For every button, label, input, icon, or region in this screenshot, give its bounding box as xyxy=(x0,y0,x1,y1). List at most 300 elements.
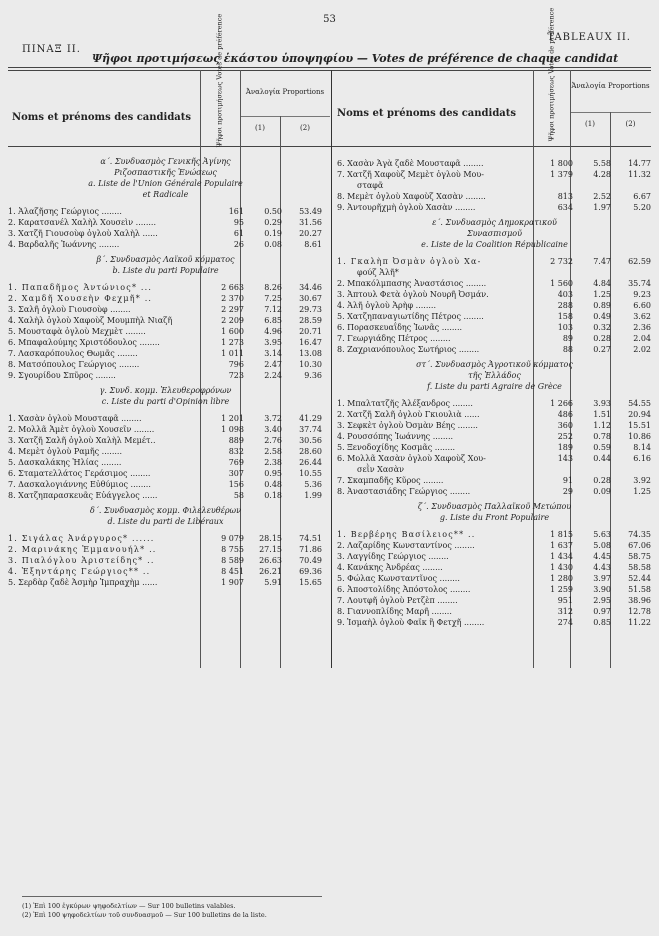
proportion-1: 4.84 xyxy=(593,279,611,288)
candidate-name: 3. Χατζῆ Σαλῆ ὀγλοὺ Χαλὴλ Μεμέτ.. xyxy=(8,436,156,445)
proportion-2: 29.73 xyxy=(299,305,322,314)
names-header-left: Noms et prénoms des candidats xyxy=(12,112,192,123)
proportion-1: 6.85 xyxy=(264,316,282,325)
proportion-2: 12.78 xyxy=(628,607,651,616)
proportion-2: 9.36 xyxy=(304,371,322,380)
proportion-1: 0.97 xyxy=(593,607,611,616)
candidate-row xyxy=(8,326,323,337)
proportions-header-right: Ἀναλογία Proportions xyxy=(571,82,650,90)
proportion-1: 5.58 xyxy=(593,159,611,168)
proportion-2: 13.08 xyxy=(299,349,322,358)
candidate-name: 2. Μαρινάκης Ἐμμανουήλ* .. xyxy=(8,545,157,554)
candidate-name: 6. Χασὰν Ἀγὰ ζαδὲ Μουσταφᾶ ........ xyxy=(337,159,484,168)
candidate-name: 2. Χαμδῆ Χουσεὴν Φεχμῆ* .. xyxy=(8,294,153,303)
preference-votes: 951 xyxy=(557,596,573,605)
section-heading: στ΄. Συνδυασμὸς Ἀγροτικοῦ κόμματος xyxy=(416,360,573,369)
proportion-2: 35.74 xyxy=(628,279,651,288)
preference-votes: 403 xyxy=(557,290,573,299)
proportion-2: 26.44 xyxy=(299,458,322,467)
proportion-1: 0.29 xyxy=(264,218,282,227)
p2-header-right: (2) xyxy=(625,120,636,128)
proportion-1: 2.52 xyxy=(593,192,611,201)
center-divider xyxy=(331,70,332,668)
candidate-name: 2. Μολλᾶ Ἀμὲτ ὀγλοὺ Χουσεῖν ........ xyxy=(8,425,155,434)
footnote-rule xyxy=(22,896,322,897)
candidate-row xyxy=(8,435,323,446)
preference-votes: 58 xyxy=(233,491,244,500)
candidate-name: 7. Δασκαλογιάννης Εὐθύμιος ........ xyxy=(8,480,151,489)
candidate-row xyxy=(8,457,323,468)
candidate-name: 1. Γκαλὴπ Ὀσμὰν ὀγλοὺ Χα- xyxy=(337,257,482,266)
candidate-row xyxy=(337,191,652,202)
section-heading: Ριζοσπαστικῆς Ἑνώσεως xyxy=(114,168,217,177)
proportion-2: 31.56 xyxy=(299,218,322,227)
proportion-1: 0.27 xyxy=(593,345,611,354)
candidate-name: 9. Σγουρίδου Σπῦρος ........ xyxy=(8,371,116,380)
candidate-row xyxy=(8,446,323,457)
candidate-name: 1. Χασὰν ὀγλοὺ Μουσταφᾶ ........ xyxy=(8,414,142,423)
preference-votes: 156 xyxy=(228,480,244,489)
candidate-name: 3. Πιαλόγλου Ἀριστείδης* .. xyxy=(8,556,155,565)
proportion-1: 4.43 xyxy=(593,563,611,572)
proportion-2: 2.36 xyxy=(633,323,651,332)
candidate-name: 3. Ἀπτουλ Φετὰ ὀγλοὺ Νουρῆ Ὀσμάν. xyxy=(337,290,489,299)
candidate-name: 5. Μουσταφὰ ὀγλοὺ Μεχμὲτ ........ xyxy=(8,327,146,336)
candidate-row xyxy=(337,595,652,606)
proportion-1: 7.25 xyxy=(264,294,282,303)
section-heading: γ. Συνδ. κομμ. Ἐλευθεροφρόνων xyxy=(99,386,232,395)
footnote-2: (2) Ἐπὶ 100 ψηφοδελτίων τοῦ συνδυασμοῦ — Sur 100 bulletins de la liste. xyxy=(22,911,267,919)
proportion-1: 3.14 xyxy=(264,349,282,358)
proportion-2: 38.96 xyxy=(628,596,651,605)
preference-votes: 1 907 xyxy=(221,578,244,587)
candidate-row xyxy=(8,424,323,435)
proportion-1: 2.76 xyxy=(264,436,282,445)
candidate-name: 8. Μεμὲτ ὀγλοὺ Χαφοὺζ Χασὰν ........ xyxy=(337,192,486,201)
preference-votes: 1 201 xyxy=(221,414,244,423)
candidate-name: 8. Χατζηπαρασκευᾶς Εὐάγγελος ...... xyxy=(8,491,158,500)
proportion-2: 52.44 xyxy=(628,574,651,583)
preference-votes: 8 755 xyxy=(221,545,244,554)
proportion-1: 4.96 xyxy=(264,327,282,336)
candidate-name: 6. Ἀποστολίδης Ἀπόστολος ........ xyxy=(337,585,471,594)
preference-votes: 1 434 xyxy=(550,552,573,561)
proportion-2: 28.60 xyxy=(299,447,322,456)
section-heading: ε΄. Συνδυασμὸς Δημοκρατικοῦ xyxy=(432,218,557,227)
preference-votes: 252 xyxy=(557,432,573,441)
proportion-2: 3.92 xyxy=(633,476,651,485)
candidate-name: 4. Βαρδαλῆς Ἰωάννης ........ xyxy=(8,240,120,249)
preference-votes: 1 637 xyxy=(550,541,573,550)
candidate-name: 4. Κανάκης Ἀνδρέας ........ xyxy=(337,563,443,572)
candidate-row xyxy=(8,490,323,501)
candidate-row xyxy=(8,359,323,370)
proportion-2: 6.60 xyxy=(633,301,651,310)
candidate-row xyxy=(8,555,323,566)
proportion-1: 1.12 xyxy=(593,421,611,430)
preference-votes: 1 259 xyxy=(550,585,573,594)
preference-votes: 1 800 xyxy=(550,159,573,168)
votes-header-left: Ψῆφοι προτιμήσεως Votes de préférence xyxy=(215,13,224,148)
proportion-2: 10.55 xyxy=(299,469,322,478)
candidate-row xyxy=(337,475,652,486)
preference-votes: 8 451 xyxy=(221,567,244,576)
proportion-1: 0.09 xyxy=(593,487,611,496)
proportion-2: 30.67 xyxy=(299,294,322,303)
section-heading: α΄. Συνδυασμὸς Γενικῆς Ἀγίνης xyxy=(100,157,231,166)
candidate-name: 9. Ἰσμαὴλ ὀγλοὺ Φαϊκ ἢ Φετχῆ ........ xyxy=(337,618,485,627)
candidate-row xyxy=(8,479,323,490)
proportion-1: 8.26 xyxy=(264,283,282,292)
preference-votes: 1 273 xyxy=(221,338,244,347)
candidate-name: 4. Μεμὲτ ὀγλοὺ Ραμῆς ........ xyxy=(8,447,123,456)
proportion-1: 2.95 xyxy=(593,596,611,605)
proportion-1: 3.95 xyxy=(264,338,282,347)
candidate-name: 2. Μπακόλμπασης Ἀναστάσιος ........ xyxy=(337,279,487,288)
preference-votes: 91 xyxy=(562,476,573,485)
preference-votes: 8 589 xyxy=(221,556,244,565)
proportion-2: 70.49 xyxy=(299,556,322,565)
section-subheading: et Radicale xyxy=(142,190,189,199)
proportion-1: 27.15 xyxy=(259,545,282,554)
section-subheading: b. Liste du parti Populaire xyxy=(112,266,219,275)
candidate-row xyxy=(337,562,652,573)
preference-votes: 26 xyxy=(233,240,244,249)
section-heading: ζ΄. Συνδυασμὸς Παλλαϊκοῦ Μετώπου xyxy=(417,502,572,511)
proportion-2: 20.71 xyxy=(299,327,322,336)
candidate-row xyxy=(337,409,652,420)
proportion-1: 0.28 xyxy=(593,334,611,343)
proportion-2: 10.30 xyxy=(299,360,322,369)
candidate-row xyxy=(337,540,652,551)
candidate-row xyxy=(337,278,652,289)
candidate-row xyxy=(337,289,652,300)
candidate-row xyxy=(337,453,652,464)
candidate-row xyxy=(8,315,323,326)
proportion-1: 0.95 xyxy=(264,469,282,478)
preference-votes: 143 xyxy=(557,454,573,463)
candidate-name: 7. Γεωργιάδης Πέτρος ........ xyxy=(337,334,451,343)
proportion-2: 20.94 xyxy=(628,410,651,419)
candidate-name: 1. Σιγάλας Ἀνάργυρος* ...... xyxy=(8,534,155,543)
section-subheading: d. Liste du parti de Libéraux xyxy=(107,517,224,526)
proportion-2: 41.29 xyxy=(299,414,322,423)
candidate-name: 3. Σαλῆ ὀγλοὺ Γιουσοὺφ ........ xyxy=(8,305,131,314)
preference-votes: 158 xyxy=(557,312,573,321)
preference-votes: 1 098 xyxy=(221,425,244,434)
preference-votes: 1 266 xyxy=(550,399,573,408)
proportion-2: 2.04 xyxy=(633,334,651,343)
candidate-name: 5. Δασκαλάκης Ἠλίας ........ xyxy=(8,458,122,467)
candidate-row xyxy=(337,431,652,442)
preference-votes: 2 732 xyxy=(550,257,573,266)
candidate-row xyxy=(8,337,323,348)
proportion-1: 3.72 xyxy=(264,414,282,423)
candidate-name: 5. Σερδὰρ ζαδὲ Ἀσμὴρ Ἰμπραχὴμ ...... xyxy=(8,578,158,587)
section-subheading: c. Liste du parti d'Opinion libre xyxy=(101,397,230,406)
preference-votes: 288 xyxy=(557,301,573,310)
candidate-row xyxy=(337,256,652,267)
proportion-1: 5.08 xyxy=(593,541,611,550)
proportion-2: 28.59 xyxy=(299,316,322,325)
candidate-row xyxy=(8,566,323,577)
candidate-name: 6. Μπαφαλούμης Χριστόδουλος ........ xyxy=(8,338,160,347)
preference-votes: 360 xyxy=(557,421,573,430)
votes-header-right: Ψῆφοι προτιμήσεως Votes de préférence xyxy=(547,7,556,142)
candidate-row xyxy=(337,573,652,584)
preference-votes: 1 600 xyxy=(221,327,244,336)
candidate-name: 5. Φώλας Κωνσταντῖνος ........ xyxy=(337,574,460,583)
preference-votes: 813 xyxy=(557,192,573,201)
candidate-name: 2. Λαζαρίδης Κωνσταντίνος ........ xyxy=(337,541,475,550)
proportion-2: 11.22 xyxy=(628,618,651,627)
proportion-1: 26.63 xyxy=(259,556,282,565)
candidate-name: 3. Λαγγίδης Γεώργιος ........ xyxy=(337,552,449,561)
candidate-row xyxy=(8,577,323,588)
preference-votes: 29 xyxy=(562,487,573,496)
proportion-1: 0.50 xyxy=(264,207,282,216)
candidate-row xyxy=(8,293,323,304)
candidate-row xyxy=(337,169,652,180)
p1-header-left: (1) xyxy=(255,124,265,132)
proportion-2: 15.51 xyxy=(628,421,651,430)
preference-votes: 634 xyxy=(557,203,573,212)
candidate-row xyxy=(337,398,652,409)
preference-votes: 274 xyxy=(557,618,573,627)
proportion-2: 54.55 xyxy=(628,399,651,408)
candidate-row xyxy=(337,486,652,497)
proportion-2: 1.99 xyxy=(304,491,322,500)
proportion-1: 26.21 xyxy=(259,567,282,576)
proportion-1: 2.58 xyxy=(264,447,282,456)
preference-votes: 1 280 xyxy=(550,574,573,583)
proportion-1: 3.97 xyxy=(593,574,611,583)
candidate-row xyxy=(337,322,652,333)
candidate-name: 7. Σκαμπαδῆς Κῦρος ........ xyxy=(337,476,444,485)
preference-votes: 723 xyxy=(228,371,244,380)
preference-votes: 88 xyxy=(562,345,573,354)
proportion-2: 58.75 xyxy=(628,552,651,561)
proportion-1: 0.85 xyxy=(593,618,611,627)
candidate-name: 1. Ἀλαζῆσης Γεώργιος ........ xyxy=(8,207,122,216)
preference-votes: 2 663 xyxy=(221,283,244,292)
page-number: 53 xyxy=(323,14,336,25)
candidate-name: 8. Ἀναστασιάδης Γεώργιος ........ xyxy=(337,487,471,496)
candidate-row xyxy=(337,442,652,453)
proportion-2: 37.74 xyxy=(299,425,322,434)
candidate-name: 7. Χατζῆ Χαφοὺζ Μεμὲτ ὀγλοὺ Μου- xyxy=(337,170,484,179)
candidate-row xyxy=(8,533,323,544)
section-heading: β΄. Συνδυασμὸς Λαϊκοῦ κόμματος xyxy=(96,255,235,264)
candidate-name: 6. Σταματελλάτος Γεράσιμος ........ xyxy=(8,469,151,478)
candidate-row xyxy=(337,344,652,355)
proportion-2: 58.58 xyxy=(628,563,651,572)
proportions-header-left: Ἀναλογία Proportions xyxy=(245,88,325,96)
proportion-2: 53.49 xyxy=(299,207,322,216)
header-right: TABLEAUX II. xyxy=(547,32,631,43)
preference-votes: 769 xyxy=(228,458,244,467)
p2-header-left: (2) xyxy=(300,124,310,132)
candidate-row xyxy=(8,370,323,381)
candidate-row xyxy=(337,551,652,562)
candidate-row xyxy=(8,413,323,424)
proportion-2: 6.67 xyxy=(633,192,651,201)
proportion-1: 0.32 xyxy=(593,323,611,332)
candidate-row xyxy=(8,239,323,250)
candidate-row xyxy=(337,333,652,344)
preference-votes: 307 xyxy=(228,469,244,478)
candidate-row xyxy=(337,311,652,322)
proportion-2: 69.36 xyxy=(299,567,322,576)
candidate-row xyxy=(8,228,323,239)
proportion-1: 28.15 xyxy=(259,534,282,543)
proportion-2: 16.47 xyxy=(299,338,322,347)
proportion-2: 74.35 xyxy=(628,530,651,539)
left-column xyxy=(8,152,323,588)
candidate-name: 2. Χατζῆ Σαλῆ ὀγλοὺ Γκιουλιὰ ...... xyxy=(337,410,480,419)
candidate-row xyxy=(337,158,652,169)
proportion-2: 67.06 xyxy=(628,541,651,550)
proportion-2: 14.77 xyxy=(628,159,651,168)
candidate-name: 1. Παπαδῆμος Ἀντώνιος* ... xyxy=(8,283,153,292)
footnote-1: (1) Ἐπὶ 100 ἐγκύρων ψηφοδελτίων — Sur 100 bulletins valables. xyxy=(22,902,236,910)
preference-votes: 486 xyxy=(557,410,573,419)
proportion-2: 2.02 xyxy=(633,345,651,354)
preference-votes: 1 815 xyxy=(550,530,573,539)
candidate-name: 8. Γιαννοπλίδης Μαρῆ ........ xyxy=(337,607,452,616)
proportion-1: 1.25 xyxy=(593,290,611,299)
preference-votes: 89 xyxy=(562,334,573,343)
proportion-1: 0.44 xyxy=(593,454,611,463)
section-subheading: e. Liste de la Coalition Républicaine xyxy=(421,240,568,249)
proportion-2: 3.62 xyxy=(633,312,651,321)
p1-header-right: (1) xyxy=(585,120,595,128)
section-heading: δ΄. Συνδυασμὸς κομμ. Φιλελευθέρων xyxy=(90,506,241,515)
candidate-name: 1. Μπαλτατζῆς Ἀλέξανδρος ........ xyxy=(337,399,473,408)
proportion-1: 2.38 xyxy=(264,458,282,467)
proportion-2: 15.65 xyxy=(299,578,322,587)
candidate-name: 9. Ἀντουρῆχμὴ ὀγλοὺ Χασὰν ........ xyxy=(337,203,476,212)
candidate-name: 6. Πορασκευαΐδης Ἰωνᾶς ........ xyxy=(337,323,463,332)
preference-votes: 61 xyxy=(233,229,244,238)
page-title: Ψῆφοι προτιμήσεως ἑκάστου ὑποψηφίου — Votes de préférence de chaque candidat xyxy=(92,52,619,65)
section-subheading: f. Liste du parti Agraire de Grèce xyxy=(427,382,562,391)
proportion-2: 1.25 xyxy=(633,487,651,496)
candidate-name: 7. Λασκαρόπουλος Θωμᾶς ........ xyxy=(8,349,138,358)
candidate-name: 4. Χαλὴλ ὀγλοὺ Χαφοὺζ Μουμπὴλ Νιαζῆ xyxy=(8,316,173,325)
proportion-2: 20.27 xyxy=(299,229,322,238)
proportion-1: 0.19 xyxy=(264,229,282,238)
proportion-2: 8.14 xyxy=(633,443,651,452)
header-left: ΠΙΝΑΞ ΙΙ. xyxy=(22,44,81,55)
proportion-1: 4.45 xyxy=(593,552,611,561)
proportion-1: 7.12 xyxy=(264,305,282,314)
proportion-2: 34.46 xyxy=(299,283,322,292)
proportion-1: 0.89 xyxy=(593,301,611,310)
names-header-right: Noms et prénoms des candidats xyxy=(337,108,517,119)
candidate-name-continuation: σταφᾶ xyxy=(357,181,384,190)
candidate-row xyxy=(337,529,652,540)
proportion-1: 0.18 xyxy=(264,491,282,500)
candidate-name: 3. Σεφκὲτ ὀγλοὺ Ὀσμὰν Βέης ........ xyxy=(337,421,478,430)
section-subheading: g. Liste du Front Populaire xyxy=(439,513,550,522)
preference-votes: 2 297 xyxy=(221,305,244,314)
candidate-row xyxy=(8,544,323,555)
preference-votes: 103 xyxy=(557,323,573,332)
proportion-2: 6.16 xyxy=(633,454,651,463)
proportion-1: 0.49 xyxy=(593,312,611,321)
proportion-2: 71.86 xyxy=(299,545,322,554)
proportion-2: 5.36 xyxy=(304,480,322,489)
preference-votes: 189 xyxy=(557,443,573,452)
candidate-name: 1. Βερβέρης Βασίλειος** .. xyxy=(337,530,476,539)
preference-votes: 161 xyxy=(228,207,244,216)
candidate-row xyxy=(8,468,323,479)
candidate-name: 3. Χατζῆ Γιουσοὺφ ὀγλοὺ Χαλὴλ ...... xyxy=(8,229,158,238)
candidate-name: 8. Ζαχριανόπουλος Σωτήριος ........ xyxy=(337,345,480,354)
preference-votes: 889 xyxy=(228,436,244,445)
preference-votes: 1 011 xyxy=(221,349,244,358)
proportion-1: 5.91 xyxy=(264,578,282,587)
candidate-name: 4. Ἀλῆ ὀγλοὺ Ἀρὴφ ........ xyxy=(337,301,437,310)
proportion-2: 5.20 xyxy=(633,203,651,212)
candidate-name: 2. Καρατσανέλ Χαλὴλ Χουσεὶν ........ xyxy=(8,218,157,227)
proportion-1: 1.97 xyxy=(593,203,611,212)
proportion-1: 2.24 xyxy=(264,371,282,380)
preference-votes: 9 079 xyxy=(221,534,244,543)
table-header-rule xyxy=(8,146,651,147)
candidate-name: 6. Μολλᾶ Χασὰν ὀγλοὺ Χαφοὺζ Χου- xyxy=(337,454,486,463)
proportion-1: 7.47 xyxy=(593,257,611,266)
preference-votes: 95 xyxy=(233,218,244,227)
candidate-name: 5. Χατζηπαναγιωτίδης Πέτρος ........ xyxy=(337,312,484,321)
candidate-row xyxy=(337,617,652,628)
candidate-row xyxy=(8,217,323,228)
candidate-name-continuation: σεῒν Χασὰν xyxy=(357,465,404,474)
proportion-1: 1.51 xyxy=(593,410,611,419)
proportion-2: 51.58 xyxy=(628,585,651,594)
proportion-1: 0.28 xyxy=(593,476,611,485)
candidate-name: 4. Ρουσσόπης Ἰωάννης ........ xyxy=(337,432,454,441)
section-subheading: a. Liste de l'Union Générale Populaire xyxy=(88,179,243,188)
candidate-name: 5. Ξενοδοχίδης Κοσμᾶς ........ xyxy=(337,443,456,452)
candidate-row xyxy=(8,348,323,359)
candidate-name: 8. Ματσόπουλος Γεώργιος ........ xyxy=(8,360,140,369)
prop-subhead-rule-left xyxy=(240,116,330,117)
preference-votes: 1 430 xyxy=(550,563,573,572)
right-column xyxy=(337,158,652,628)
proportion-1: 0.08 xyxy=(264,240,282,249)
proportion-1: 2.47 xyxy=(264,360,282,369)
proportion-2: 11.32 xyxy=(628,170,651,179)
preference-votes: 2 209 xyxy=(221,316,244,325)
proportion-2: 10.86 xyxy=(628,432,651,441)
candidate-row xyxy=(8,282,323,293)
candidate-row xyxy=(337,202,652,213)
section-heading: τῆς Ἑλλάδος xyxy=(468,371,521,380)
proportion-1: 3.93 xyxy=(593,399,611,408)
preference-votes: 1 560 xyxy=(550,279,573,288)
proportion-1: 0.48 xyxy=(264,480,282,489)
proportion-2: 62.59 xyxy=(628,257,651,266)
preference-votes: 2 370 xyxy=(221,294,244,303)
candidate-row xyxy=(337,584,652,595)
preference-votes: 1 379 xyxy=(550,170,573,179)
candidate-name-continuation: φούζ Ἀλῆ* xyxy=(357,268,399,277)
proportion-1: 0.78 xyxy=(593,432,611,441)
candidate-row xyxy=(8,206,323,217)
proportion-1: 0.59 xyxy=(593,443,611,452)
